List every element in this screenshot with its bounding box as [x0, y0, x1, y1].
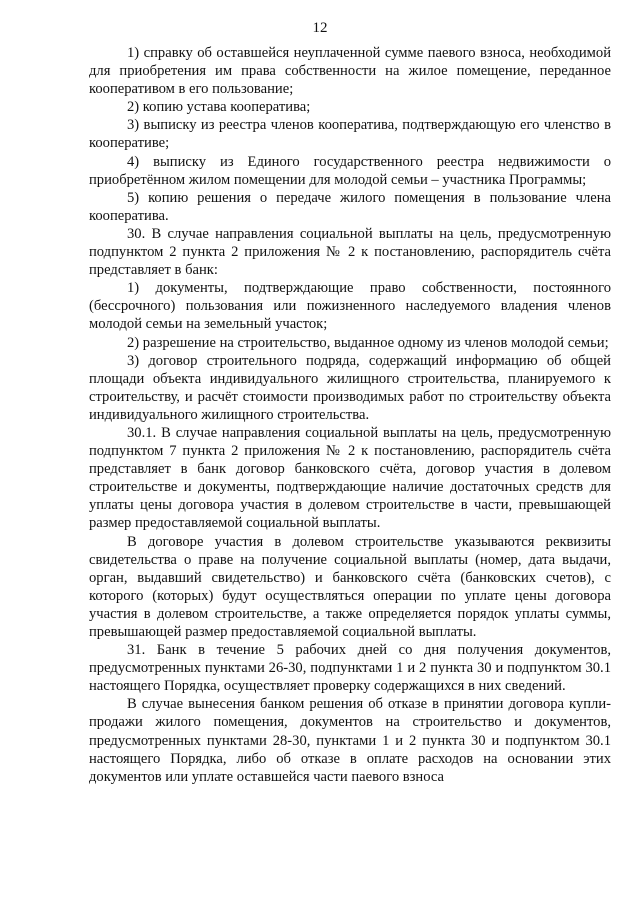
paragraph-item-5-transfer-decision: 5) копию решения о передаче жилого помещения в пользование члена кооператива.: [89, 189, 611, 224]
paragraph-bank-refusal: В случае вынесения банком решения об отказе в принятии договора купли-продажи жилого помещения, документов на строительство и документов, предусмотренных пунктами 28-30, пунктами 1 и 2 пункта 30 и подпунктом 30.1 настоящего Порядка, либо об отказе в оплате расходов на основании этих документов или уплате оставшейся части паевого взноса: [89, 696, 611, 785]
document-body: [89, 44, 611, 786]
paragraph-shared-construction-contract: В договоре участия в долевом строительстве указываются реквизиты свидетельства о праве на получение социальной выплаты (номер, дата выдачи, орган, выдавший свидетельство) и банковского счёта (банковских счетов), с которого (которых) будут осуществляться операции по уплате цены договора участия в долевом строительстве, а также определяется порядок уплаты суммы, превышающей размер предоставляемой социальной выплаты.: [89, 533, 611, 640]
paragraph-item-2-charter: 2) копию устава кооператива;: [127, 99, 311, 116]
paragraph-clause-30: 30. В случае направления социальной выплаты на цель, предусмотренную подпунктом 2 пункта 2 приложения № 2 к постановлению, распорядитель счёта представляет в банк:: [89, 225, 611, 279]
paragraph-clause-30-item-2: 2) разрешение на строительство, выданное одному из членов молодой семьи;: [127, 334, 609, 351]
paragraph-clause-31: 31. Банк в течение 5 рабочих дней со дня получения документов, предусмотренных пунктами 26-30, подпунктами 1 и 2 пункта 30 и подпунктом 30.1 настоящего Порядка, осуществляет проверку содержащихся в них сведений.: [89, 642, 611, 695]
paragraph-clause-30-item-1: 1) документы, подтверждающие право собственности, постоянного (бессрочного) пользования или пожизненного наследуемого владения членов молодой семьи на земельный участок;: [89, 280, 611, 333]
paragraph-item-3-register-extract: 3) выписку из реестра членов кооператива, подтверждающую его членство в кооперативе;: [89, 117, 611, 152]
page-number: 12: [312, 20, 328, 36]
paragraph-item-4-real-estate-extract: 4) выписку из Единого государственного реестра недвижимости о приобретённом жилом помещении для молодой семьи – участника Программы;: [89, 153, 611, 188]
paragraph-item-1-certificate: 1) справку об оставшейся неуплаченной сумме паевого взноса, необходимой для приобретения им права собственности на жилое помещение, переданное кооперативом в его пользование;: [89, 45, 611, 98]
paragraph-clause-30-item-3: 3) договор строительного подряда, содержащий информацию об общей площади объекта индивидуального жилищного строительства, планируемого к строительству, и расчёт стоимости производимых работ по строительству объекта индивидуального жилищного строительства.: [89, 352, 611, 423]
paragraph-clause-30-1: 30.1. В случае направления социальной выплаты на цель, предусмотренную подпунктом 7 пункта 2 приложения № 2 к постановлению, распорядитель счёта представляет в банк договор банковского счёта, договор участия в долевом строительстве и документы, подтверждающие наличие достаточных средств для уплаты цены договора участия в долевом строительстве в части, превышающей размер предоставляемой социальной выплаты.: [89, 424, 611, 532]
